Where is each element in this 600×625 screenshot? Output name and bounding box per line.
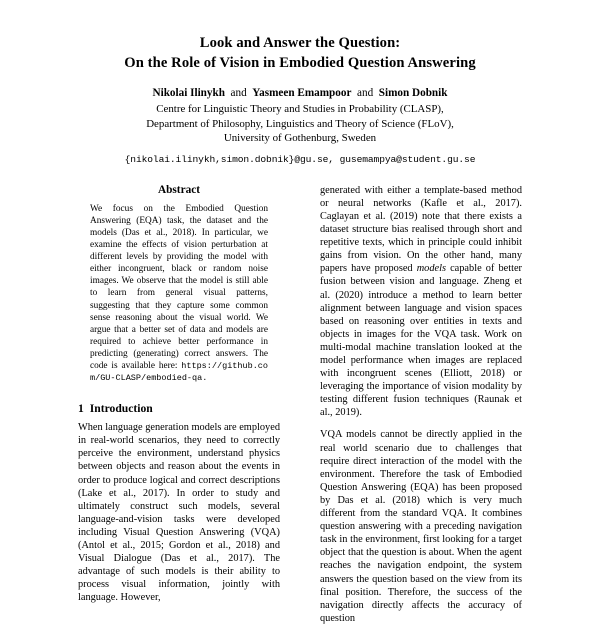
title-line-2: On the Role of Vision in Embodied Question Answering [124, 54, 476, 71]
abstract-text [78, 203, 280, 384]
left-column [78, 184, 280, 625]
section-title: Introduction [89, 402, 153, 416]
author-emails: {nikolai.ilinykh,simon.dobnik}@gu.se, gusemampya@student.gu.se [124, 153, 476, 165]
title-line-1: Look and Answer the Question: [199, 35, 401, 51]
abstract-heading: Abstract [157, 183, 201, 196]
right-paragraph-2: VQA models cannot be directly applied in the real world scenario due to challenges that require direct interaction of the model with the environment. Therefore the task of Embodied Question Answering (EQA) has been proposed by Das et al. (2018) which is very much different from the standard VQA. It combines question answering with a preceding navigation task in the environment, first looking for a target object that the question is about. When the agent reaches the navigation endpoint, the system answers the question based on the view from its final position. Therefore, the success of the navigation directly affects the accuracy of question [320, 429, 522, 624]
section-number: 1 [78, 402, 84, 416]
affiliation-line-1: Centre for Linguistic Theory and Studies in Probability (CLASP), [156, 103, 444, 115]
right-column [320, 184, 522, 625]
affiliation-line-2: Department of Philosophy, Linguistics and Theory of Science (FLoV), [146, 117, 454, 130]
code-url-link[interactable]: https://github.com/GU-CLASP/embodied-qa. [90, 361, 268, 384]
section-heading-introduction [78, 401, 280, 416]
author-name-1: Nikolai Ilinykh [152, 87, 225, 99]
body-columns [78, 184, 522, 625]
paragraph-spacer [320, 419, 522, 428]
affiliation-line-3: University of Gothenburg, Sweden [223, 132, 377, 145]
author-conjunction-2: and [357, 87, 374, 99]
abstract-paragraph: We focus on the Embodied Question Answering (EQA) task, the dataset and the models (Das et al., 2018). In particular, we examine the effects of vision perturbation at different levels by providing the model with either incongruent, black or random noise images. We observe that the model is still able to learn from general visual patterns, suggesting that they capture some common sense reasoning about the visual world. We argue that a better set of data and models are required to achieve better performance in predicting (generating) correct answers. The code is available here: [90, 203, 268, 371]
right-paragraph-continued [320, 184, 522, 420]
page-title [78, 34, 522, 73]
author-name-3: Simon Dobnik [378, 87, 448, 99]
related-work-text-a: generated with either a template-based method or neural networks (Kafle et al., 2017). Caglayan et al. (2019) note that there exists a dataset structure bias realised through short and repetitive texts, which in principle could inhibit gains from vision. On the other hand, many papers have proposed [320, 184, 522, 275]
intro-paragraph-1: When language generation models are employed in real-world scenarios, they need to correctly perceive the environment, understand physics between objects and reason about the events in order to produce logical and correct descriptions (Lake et al., 2017). In order to study and ultimately construct such models, several language-and-vision tasks were developed including Visual Question Answering (VQA) (Antol et al., 2015; Gordon et al., 2018) and Visual Dialogue (Das et al., 2017). The advantage of such models is their ability to process visual information, jointly with language. However, [78, 422, 280, 604]
related-work-text-b: capable of better fusion between vision and language. Zheng et al. (2020) introduce a method to learn better alignment between language and vision spaces based on reasoning over entities in texts and objects in images for the VQA task. Work on multi-modal machine translation looked at the model performance when images are replaced with incongruent scenes (Elliott, 2018) or leveraging the importance of vision modality by testing different fusion techniques (Raunak et al., 2019). [320, 263, 522, 419]
author-list [78, 86, 522, 101]
emphasized-term-models: models [416, 263, 446, 275]
author-name-2: Yasmeen Emampoor [252, 87, 352, 99]
author-conjunction-1: and [230, 87, 247, 99]
